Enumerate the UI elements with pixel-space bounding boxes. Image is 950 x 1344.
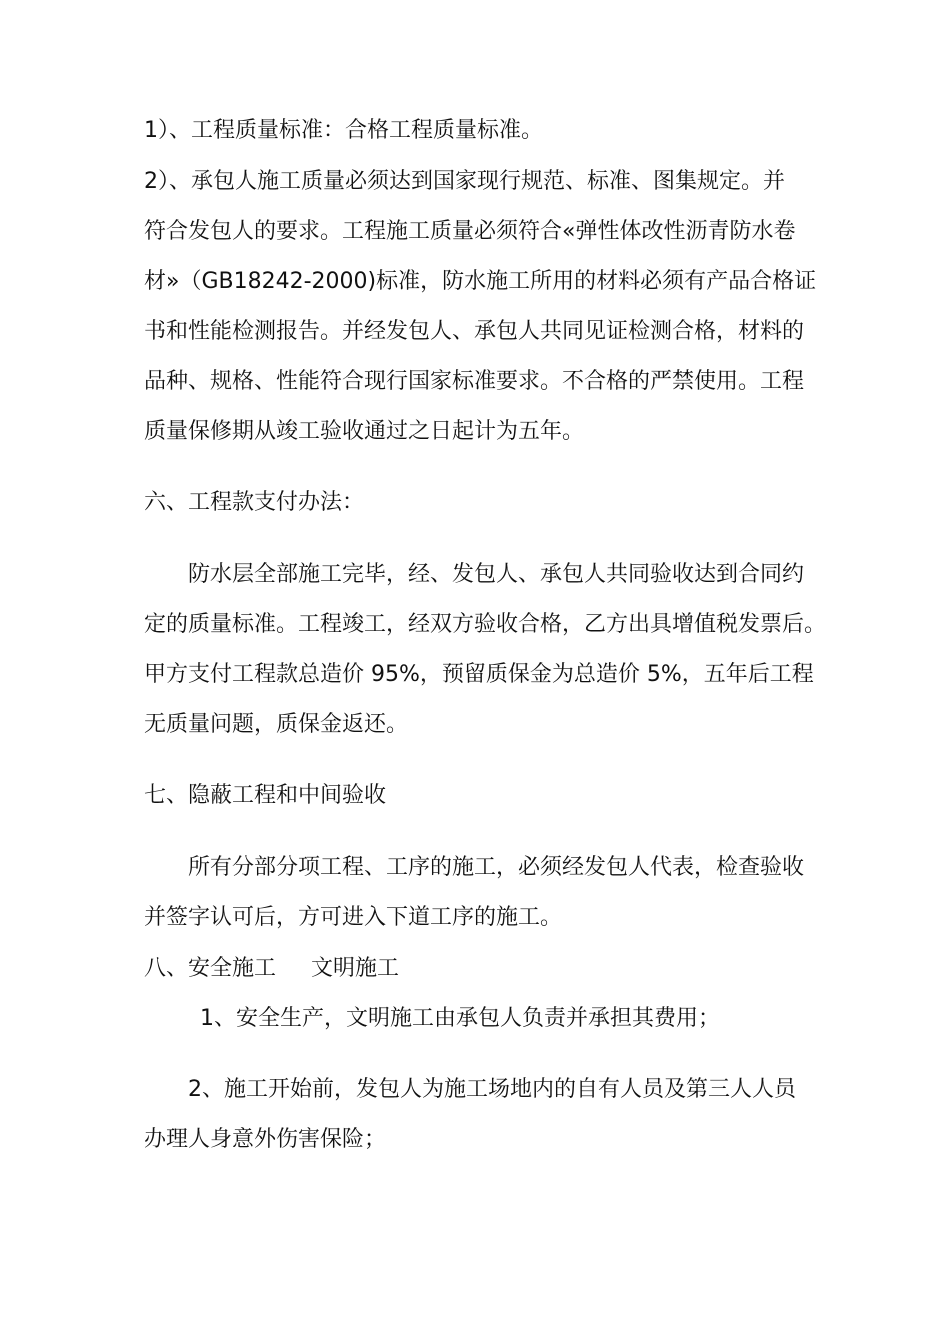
safety-item-2: 2、施工开始前，发包人为施工场地内的自有人员及第三人人员: [188, 1077, 796, 1102]
paragraph-line: 办理人身意外伤害保险；: [144, 1127, 387, 1152]
paragraph-line: 并签字认可后，方可进入下道工序的施工。: [144, 905, 563, 930]
section-heading-payment: 六、工程款支付办法：: [144, 490, 365, 515]
safety-item-1: 1、安全生产，文明施工由承包人负责并承担其费用；: [200, 1006, 720, 1031]
paragraph-line: 书和性能检测报告。并经发包人、承包人共同见证检测合格，材料的: [144, 319, 805, 344]
paragraph-line: 定的质量标准。工程竣工，经双方验收合格，乙方出具增值税发票后。: [144, 612, 827, 637]
paragraph-line: 品种、规格、性能符合现行国家标准要求。不合格的严禁使用。工程: [144, 369, 805, 394]
paragraph-line: 无质量问题，质保金返还。: [144, 712, 409, 737]
paragraph-line: 甲方支付工程款总造价 95%，预留质保金为总造价 5%，五年后工程: [144, 662, 814, 687]
section-heading-safety: 八、安全施工 文明施工: [144, 956, 399, 981]
paragraph-line: 符合发包人的要求。工程施工质量必须符合«弹性体改性沥青防水卷: [144, 219, 796, 244]
paragraph-line: 所有分部分项工程、工序的施工，必须经发包人代表，检查验收: [188, 855, 805, 880]
paragraph-line: 材»（GB18242-2000)标准，防水施工所用的材料必须有产品合格证: [144, 269, 817, 294]
section-heading-concealed-works: 七、隐蔽工程和中间验收: [144, 783, 387, 808]
paragraph-line: 防水层全部施工完毕，经、发包人、承包人共同验收达到合同约: [188, 562, 805, 587]
quality-standard-item-2: 2）、承包人施工质量必须达到国家现行规范、标准、图集规定。并: [144, 169, 785, 194]
paragraph-line: 质量保修期从竣工验收通过之日起计为五年。: [144, 419, 585, 444]
quality-standard-item-1: 1）、工程质量标准：合格工程质量标准。: [144, 118, 543, 143]
